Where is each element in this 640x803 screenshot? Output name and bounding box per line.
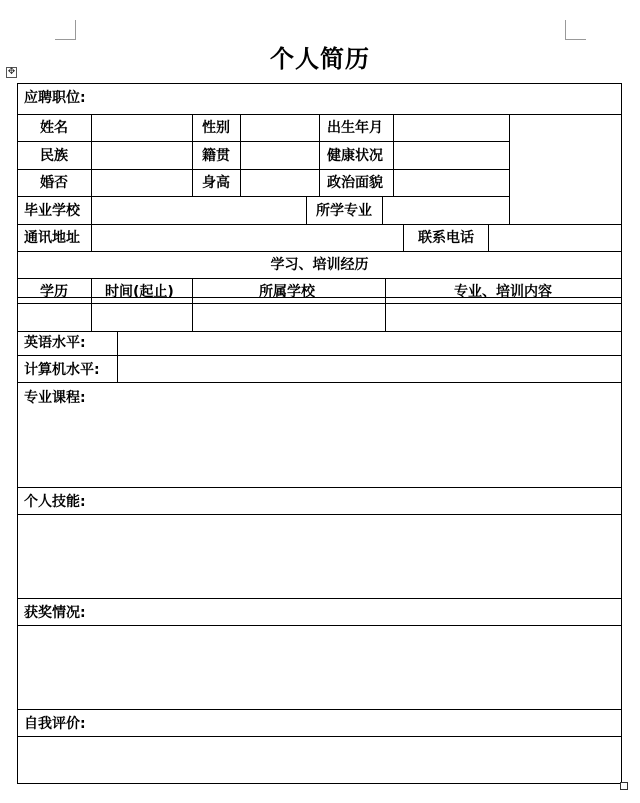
position-label: 应聘职位: xyxy=(24,90,86,106)
health-label: 健康状况 xyxy=(327,148,383,164)
phone-label: 联系电话 xyxy=(418,230,474,246)
address-label: 通讯地址 xyxy=(24,230,80,246)
courses-label-clip xyxy=(18,383,218,406)
marital-label: 婚否 xyxy=(40,175,68,191)
computer-level-label: 计算机水平: xyxy=(24,362,100,378)
courses-label: 专业课程: xyxy=(24,390,86,406)
education-header-degree: 学历 xyxy=(40,284,68,300)
education-header-major: 专业、培训内容 xyxy=(454,284,552,300)
personal-skills-label: 个人技能: xyxy=(24,494,86,510)
self-evaluation-label: 自我评价: xyxy=(24,716,86,732)
major-label: 所学专业 xyxy=(316,203,372,219)
table-resize-handle-icon[interactable] xyxy=(620,782,628,790)
crop-mark-top-left xyxy=(55,20,76,40)
education-header-row xyxy=(17,279,621,300)
education-header-school: 所属学校 xyxy=(259,284,315,300)
height-label: 身高 xyxy=(202,175,230,191)
education-section-title: 学习、培训经历 xyxy=(270,257,369,273)
ethnicity-label: 民族 xyxy=(40,148,68,164)
awards-label: 获奖情况: xyxy=(24,605,86,621)
native-place-label: 籍贯 xyxy=(202,148,230,164)
english-level-label: 英语水平: xyxy=(24,335,86,351)
education-header-period: 时间(起止) xyxy=(105,284,174,300)
crop-mark-top-right xyxy=(565,20,586,40)
gender-label: 性别 xyxy=(202,120,230,136)
political-label: 政治面貌 xyxy=(327,175,383,191)
birth-label: 出生年月 xyxy=(327,120,383,136)
school-label: 毕业学校 xyxy=(24,203,80,219)
table-move-handle-icon[interactable]: ✥ xyxy=(7,67,16,77)
document-title: 个人简历 xyxy=(270,45,370,73)
name-label: 姓名 xyxy=(40,120,68,136)
